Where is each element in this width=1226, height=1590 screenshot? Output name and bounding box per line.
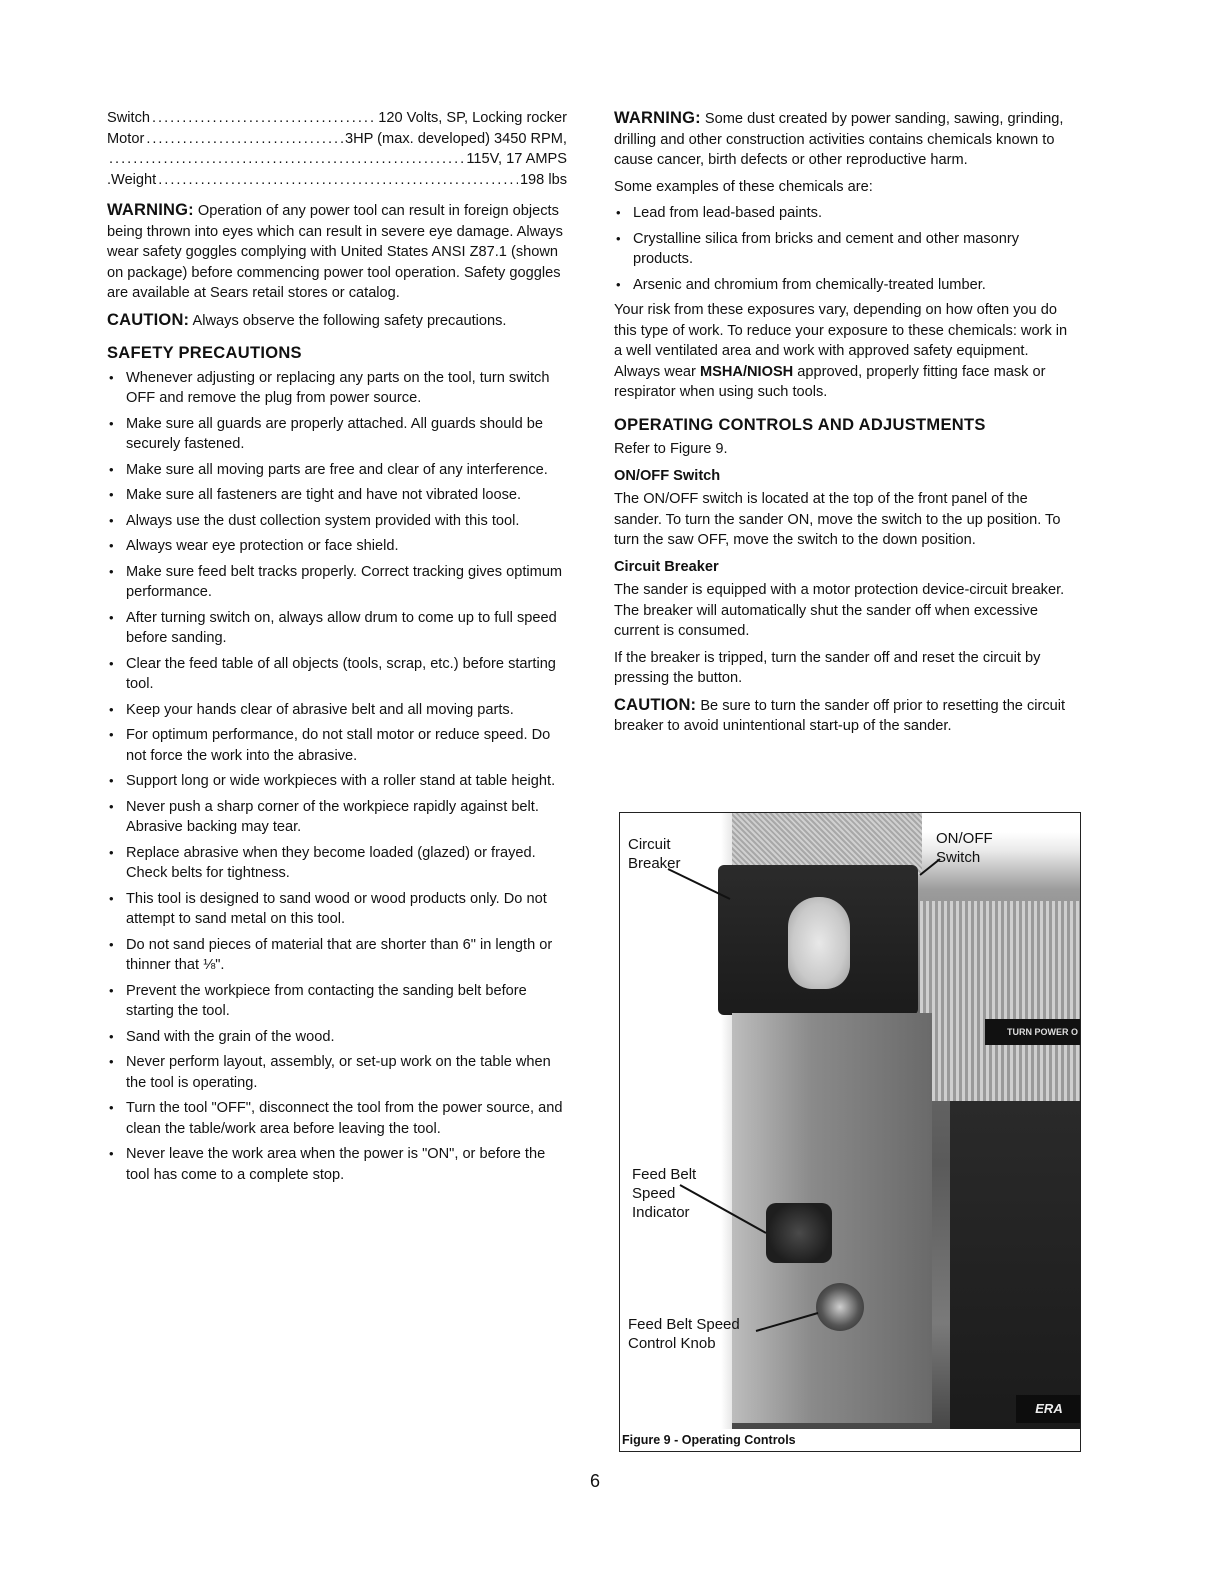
list-item: • Make sure all fasteners are tight and have not vibrated loose. bbox=[107, 485, 567, 506]
leader-lines bbox=[620, 813, 1081, 1452]
caution-text: Always observe the following safety precautions. bbox=[189, 312, 507, 329]
chemicals-list bbox=[614, 203, 1074, 295]
leader-circuit-breaker bbox=[668, 869, 730, 899]
list-item: • Crystalline silica from bricks and cement and other masonry products. bbox=[614, 229, 1074, 270]
spec-row-motor-cont bbox=[107, 149, 567, 170]
list-item: • For optimum performance, do not stall motor or reduce speed. Do not force the work into the abrasive. bbox=[107, 725, 567, 766]
label-line: Feed Belt bbox=[632, 1166, 697, 1183]
list-item: • Do not sand pieces of material that are shorter than 6" in length or thinner that ⅛". bbox=[107, 935, 567, 976]
risk-paragraph bbox=[614, 300, 1074, 403]
label-onoff-switch bbox=[936, 829, 993, 867]
label-circuit-breaker bbox=[628, 835, 681, 873]
list-item: • Make sure feed belt tracks properly. Correct tracking gives optimum performance. bbox=[107, 562, 567, 603]
safety-heading: SAFETY PRECAUTIONS bbox=[107, 344, 302, 362]
spec-label: Motor bbox=[107, 130, 145, 147]
breaker-text-1: The sander is equipped with a motor protection device-circuit breaker. The breaker will automatically shut the sander off when excessive current is consumed. bbox=[614, 582, 1065, 639]
left-column bbox=[107, 108, 567, 1190]
list-item: • Never leave the work area when the power is "ON", or before the tool has come to a complete stop. bbox=[107, 1144, 567, 1185]
list-item: • Make sure all guards are properly attached. All guards should be securely fastened. bbox=[107, 414, 567, 455]
controls-refer: Refer to Figure 9. bbox=[614, 441, 728, 457]
spec-leader bbox=[152, 108, 376, 129]
spec-list bbox=[107, 108, 567, 190]
spec-leader bbox=[158, 170, 518, 191]
list-item: • Always wear eye protection or face shield. bbox=[107, 536, 567, 557]
label-line: Indicator bbox=[632, 1204, 690, 1221]
list-item: • Always use the dust collection system provided with this tool. bbox=[107, 511, 567, 532]
risk-text: Your risk from these exposures vary, depending on how often you do this type of work. To reduce your exposure to these chemicals: work in a well ventilated area and work with approved safety equipment. Always wear bbox=[614, 302, 1068, 380]
list-item: • After turning switch on, always allow drum to come up to full speed before sanding. bbox=[107, 608, 567, 649]
list-item: • Keep your hands clear of abrasive belt and all moving parts. bbox=[107, 700, 567, 721]
chemicals-intro: Some examples of these chemicals are: bbox=[614, 178, 873, 195]
list-item: • Prevent the workpiece from contacting the sanding belt before starting the tool. bbox=[107, 981, 567, 1022]
spec-value: 3HP (max. developed) 3450 RPM, bbox=[345, 130, 567, 147]
label-feed-belt-speed-knob bbox=[628, 1315, 740, 1353]
warning-text: Some dust created by power sanding, sawing, grinding, drilling and other construction activities contains chemicals known to cause cancer, birth defects or other reproductive harm. bbox=[614, 111, 1064, 168]
warning-text: Operation of any power tool can result in foreign objects being thrown into eyes which can result in severe eye damage. Always wear safety goggles complying with United States ANSI Z87.1 (shown on package) before commencing power tool operation. Safety goggles are available at Sears retail stores or catalog. bbox=[107, 203, 563, 301]
warning-lead: WARNING: bbox=[614, 109, 701, 127]
warning-dust bbox=[614, 108, 1074, 171]
label-line: Switch bbox=[936, 849, 981, 866]
caution-precautions bbox=[107, 310, 567, 332]
spec-label: Switch bbox=[107, 110, 150, 126]
breaker-heading: Circuit Breaker bbox=[614, 558, 719, 575]
spec-leader bbox=[109, 149, 464, 170]
spec-row-switch bbox=[107, 108, 567, 129]
list-item: • Clear the feed table of all objects (tools, scrap, etc.) before starting tool. bbox=[107, 654, 567, 695]
photo-warning-strip: TURN POWER O bbox=[985, 1019, 1081, 1045]
figure-caption: Figure 9 - Operating Controls bbox=[620, 1429, 1080, 1451]
risk-text-end: approved, properly fitting face mask or respirator when using such tools. bbox=[614, 363, 1046, 400]
warning-lead: WARNING: bbox=[107, 201, 194, 219]
list-item: • Sand with the grain of the wood. bbox=[107, 1027, 567, 1048]
spec-value: 115V, 17 AMPS bbox=[466, 151, 567, 167]
spec-value: 198 lbs bbox=[519, 171, 567, 188]
label-line: ON/OFF bbox=[936, 830, 993, 847]
onoff-text: The ON/OFF switch is located at the top of the front panel of the sander. To turn the sander ON, move the switch to the up position. To turn the saw OFF, move the switch to the down position. bbox=[614, 491, 1061, 548]
list-item: • Never perform layout, assembly, or set-up work on the table when the tool is operating. bbox=[107, 1052, 567, 1093]
list-item: • This tool is designed to sand wood or wood products only. Do not attempt to sand metal on this tool. bbox=[107, 889, 567, 930]
list-item: • Whenever adjusting or replacing any parts on the tool, turn switch OFF and remove the plug from power source. bbox=[107, 368, 567, 409]
spec-row-weight bbox=[107, 170, 567, 191]
spec-leader bbox=[146, 129, 343, 150]
spec-value: 120 Volts, SP, Locking rocker bbox=[378, 110, 567, 126]
label-line: Circuit bbox=[628, 836, 671, 853]
page-number: 6 bbox=[589, 1471, 600, 1491]
spec-label: .Weight bbox=[107, 171, 157, 188]
warning-goggles bbox=[107, 200, 567, 304]
figure-operating-controls bbox=[619, 812, 1081, 1452]
list-item: • Turn the tool "OFF", disconnect the tool from the power source, and clean the table/work area before leaving the tool. bbox=[107, 1098, 567, 1139]
label-line: Breaker bbox=[628, 855, 681, 872]
list-item: • Lead from lead-based paints. bbox=[614, 203, 1074, 224]
caution-breaker bbox=[614, 695, 1074, 737]
spec-row-motor bbox=[107, 129, 567, 150]
label-line: Control Knob bbox=[628, 1335, 716, 1352]
label-line: Feed Belt Speed bbox=[628, 1316, 740, 1333]
caution-text: Be sure to turn the sander off prior to resetting the circuit breaker to avoid unintentional start-up of the sander. bbox=[614, 697, 1066, 734]
photo-nameplate: ERA bbox=[1016, 1395, 1081, 1423]
controls-heading: OPERATING CONTROLS AND ADJUSTMENTS bbox=[614, 415, 986, 434]
label-feed-belt-speed-indicator bbox=[632, 1165, 696, 1222]
caution-lead: CAUTION: bbox=[614, 695, 697, 714]
onoff-heading: ON/OFF Switch bbox=[614, 467, 721, 484]
leader-control-knob bbox=[756, 1313, 818, 1331]
right-column bbox=[614, 108, 1074, 737]
list-item: • Never push a sharp corner of the workpiece rapidly against belt. Abrasive backing may tear. bbox=[107, 797, 567, 838]
label-line: Speed bbox=[632, 1185, 676, 1202]
risk-bold: MSHA/NIOSH bbox=[699, 363, 794, 380]
list-item: • Make sure all moving parts are free and clear of any interference. bbox=[107, 460, 567, 481]
list-item: • Arsenic and chromium from chemically-treated lumber. bbox=[614, 275, 1074, 296]
list-item: • Support long or wide workpieces with a roller stand at table height. bbox=[107, 771, 567, 792]
breaker-text-2: If the breaker is tripped, turn the sander off and reset the circuit by pressing the button. bbox=[614, 649, 1041, 686]
list-item: • Replace abrasive when they become loaded (glazed) or frayed. Check belts for tightness. bbox=[107, 843, 567, 884]
caution-lead: CAUTION: bbox=[107, 310, 190, 329]
safety-list bbox=[107, 368, 567, 1186]
